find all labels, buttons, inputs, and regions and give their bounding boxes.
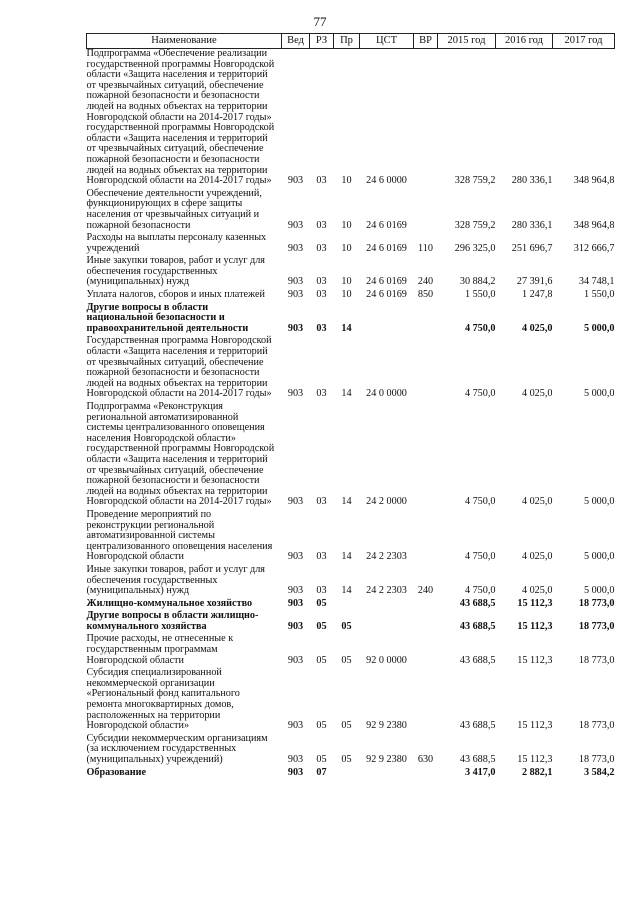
table-row	[87, 336, 615, 402]
cell-cst: 24 2 2303	[366, 585, 407, 597]
cell-ved: 903	[287, 388, 304, 400]
header-2015: 2015 год	[438, 34, 496, 49]
cell-name: Субсидия специализированной некоммерческой организации «Региональный фонд капитального ремонта многоквартирных домов, расположенных на территории Новгородской области»	[86, 667, 240, 732]
cell-name: Обеспечение деятельности учреждений, функционирующих в сфере защиты населения от чрезвычайных ситуаций и пожарной безопасности	[86, 187, 262, 231]
cell-vr: 110	[418, 242, 433, 254]
cell-ved: 903	[287, 754, 304, 765]
cell-2017: 5 000,0	[583, 585, 615, 597]
header-vr: ВР	[414, 34, 438, 49]
cell-2015: 1 550,0	[464, 289, 496, 301]
cell-rz: 03	[316, 388, 327, 400]
header-2017: 2017 год	[553, 34, 615, 49]
header-pr: Пр	[334, 34, 360, 49]
cell-2016: 4 025,0	[521, 322, 553, 334]
page-number: 77	[313, 14, 327, 29]
cell-ved: 903	[287, 585, 304, 597]
cell-ved: 903	[287, 175, 304, 187]
cell-2015: 30 884,2	[459, 276, 496, 288]
table-row	[87, 233, 615, 256]
cell-2015: 4 750,0	[464, 585, 496, 597]
budget-table	[86, 33, 615, 780]
cell-ved: 903	[287, 276, 304, 288]
table-row	[87, 49, 615, 189]
cell-cst	[360, 599, 414, 612]
cell-ved: 903	[287, 219, 304, 231]
cell-name: Иные закупки товаров, работ и услуг для обеспечения государственных (муниципальных) нужд	[86, 563, 265, 597]
cell-2016: 4 025,0	[521, 496, 553, 508]
cell-vr: 240	[417, 585, 434, 597]
cell-2017: 18 773,0	[578, 597, 615, 609]
cell-pr	[334, 768, 360, 781]
header-ved: Вед	[282, 34, 310, 49]
cell-2016: 4 025,0	[521, 551, 553, 563]
cell-name: Другие вопросы в области жилищно-коммунального хозяйства	[86, 610, 259, 632]
table-header	[87, 34, 615, 49]
header-cst: ЦСТ	[360, 34, 414, 49]
cell-vr	[414, 402, 438, 510]
cell-pr: 10	[341, 219, 352, 231]
cell-rz: 03	[316, 551, 327, 563]
cell-2015: 4 750,0	[464, 388, 496, 400]
header-rz: РЗ	[310, 34, 334, 49]
cell-2016: 15 112,3	[517, 597, 553, 609]
cell-vr	[414, 49, 438, 189]
cell-rz: 05	[316, 597, 327, 609]
cell-2017: 18 773,0	[578, 654, 615, 666]
cell-pr: 14	[341, 322, 352, 334]
cell-vr	[414, 599, 438, 612]
cell-2017: 5 000,0	[583, 388, 615, 400]
cell-ved: 903	[287, 496, 304, 508]
cell-ved: 903	[287, 720, 304, 732]
cell-vr	[414, 768, 438, 781]
cell-2015: 4 750,0	[464, 322, 496, 334]
cell-name: Расходы на выплаты персоналу казенных учреждений	[86, 232, 267, 254]
cell-ved: 903	[287, 654, 304, 666]
cell-vr: 630	[417, 754, 434, 765]
cell-pr: 14	[341, 551, 352, 563]
table-row	[87, 668, 615, 734]
cell-vr	[414, 510, 438, 565]
cell-2017: 18 773,0	[578, 620, 615, 632]
cell-name: Иные закупки товаров, работ и услуг для обеспечения государственных (муниципальных) нужд	[86, 255, 265, 288]
cell-2016: 4 025,0	[521, 585, 553, 597]
cell-pr: 14	[341, 496, 352, 508]
cell-name: Подпрограмма «Обеспечение реализации государственной программы Новгородской области «Защита населения и территорий от чрезвычайных ситуаций, обеспечение пожарной безопасности и безопасности людей на водных объектах на территории Новгородской области на 2014-2017 годы» государственной программы Новгородской области «Защита населения и территорий от чрезвычайных ситуаций, обеспечение пожарной безопасности и безопасности людей на водных объектах на территории Новгородской области на 2014-2017 годы»	[86, 48, 275, 187]
cell-ved: 903	[287, 322, 304, 334]
cell-ved: 903	[287, 620, 304, 632]
cell-ved: 903	[287, 289, 304, 301]
cell-rz: 03	[316, 276, 327, 288]
cell-2017: 348 964,8	[573, 175, 615, 187]
cell-rz: 03	[316, 496, 327, 508]
cell-cst: 92 0 0000	[366, 654, 407, 666]
cell-2017: 348 964,8	[573, 219, 615, 231]
cell-2017: 3 584,2	[583, 766, 615, 778]
cell-ved: 903	[287, 597, 304, 609]
cell-2017: 5 000,0	[583, 322, 615, 334]
cell-name: Субсидии некоммерческим организациям (за исключением государственных (муниципальных) учреждений)	[86, 732, 268, 765]
cell-2017: 18 773,0	[578, 720, 615, 732]
cell-pr: 14	[341, 585, 352, 597]
cell-2015: 4 750,0	[464, 496, 496, 508]
cell-vr	[414, 611, 438, 634]
cell-vr: 240	[417, 276, 434, 288]
table-row	[87, 734, 615, 768]
table-row	[87, 303, 615, 337]
cell-2016: 280 336,1	[511, 175, 553, 187]
cell-rz: 05	[316, 654, 327, 666]
cell-2015: 4 750,0	[464, 551, 496, 563]
cell-2016: 15 112,3	[517, 754, 553, 765]
cell-2016: 280 336,1	[511, 219, 553, 231]
cell-pr	[334, 599, 360, 612]
table-row	[87, 565, 615, 599]
cell-cst: 24 6 0169	[366, 276, 407, 288]
cell-cst	[360, 611, 414, 634]
table-row	[87, 611, 615, 634]
cell-ved: 903	[287, 242, 304, 254]
table-row	[87, 768, 615, 781]
cell-2016: 27 391,6	[516, 276, 553, 288]
cell-vr	[414, 634, 438, 668]
cell-2015: 43 688,5	[459, 620, 496, 632]
cell-cst: 92 9 2380	[366, 754, 407, 765]
cell-pr: 05	[341, 720, 352, 732]
cell-name: Жилищно-коммунальное хозяйство	[86, 597, 253, 609]
cell-pr: 10	[341, 289, 352, 301]
cell-vr: 850	[417, 289, 434, 301]
cell-name: Проведение мероприятий по реконструкции региональной автоматизированной системы централизованного оповещения населения Новгородской области	[86, 508, 273, 563]
cell-vr	[414, 336, 438, 402]
cell-2016: 15 112,3	[517, 654, 553, 666]
cell-2016: 251 696,7	[511, 242, 553, 254]
cell-2016: 15 112,3	[517, 620, 553, 632]
cell-cst: 24 6 0169	[366, 242, 407, 254]
cell-name: Прочие расходы, не отнесенные к государственным программам Новгородской области	[86, 633, 234, 666]
cell-rz: 05	[316, 754, 327, 765]
cell-pr: 05	[341, 754, 352, 765]
header-name: Наименование	[87, 34, 282, 49]
cell-rz: 07	[316, 766, 327, 778]
cell-name: Другие вопросы в области национальной безопасности и правоохранительной деятельности	[86, 301, 249, 334]
cell-vr	[414, 668, 438, 734]
cell-rz: 03	[316, 289, 327, 301]
cell-cst: 24 0 0000	[366, 388, 407, 400]
cell-name: Уплата налогов, сборов и иных платежей	[86, 289, 265, 301]
cell-2015: 43 688,5	[459, 654, 496, 666]
cell-cst: 24 2 2303	[366, 551, 407, 563]
cell-2015: 43 688,5	[459, 754, 496, 765]
cell-name: Образование	[86, 766, 147, 778]
cell-2016: 4 025,0	[521, 388, 553, 400]
cell-rz: 03	[316, 219, 327, 231]
cell-2015: 43 688,5	[459, 720, 496, 732]
table-row	[87, 510, 615, 565]
cell-cst: 24 6 0169	[366, 219, 407, 231]
cell-cst	[360, 768, 414, 781]
cell-rz: 05	[316, 720, 327, 732]
table-body	[87, 49, 615, 781]
cell-rz: 05	[316, 620, 327, 632]
cell-pr: 10	[341, 242, 352, 254]
cell-rz: 03	[316, 242, 327, 254]
table-row	[87, 290, 615, 303]
cell-2015: 328 759,2	[454, 175, 496, 187]
table-row	[87, 189, 615, 233]
cell-cst: 24 6 0169	[366, 289, 407, 301]
cell-name: Государственная программа Новгородской области «Защита населения и территорий от чрезвычайных ситуаций, обеспечение пожарной безопасности и безопасности людей на водных объектах на территории Новгородской области на 2014-2017 годы»	[86, 335, 272, 400]
cell-pr: 14	[341, 388, 352, 400]
cell-cst: 92 9 2380	[366, 720, 407, 732]
cell-name: Подпрограмма «Реконструкция региональной автоматизированной системы централизованного оповещения населения Новгородской области» государственной программы Новгородской области «Защита населения и территорий от чрезвычайных ситуаций, обеспечение пожарной безопасности и безопасности людей на водных объектах на территории Новгородской области на 2014-2017 годы»	[86, 401, 275, 508]
table-row	[87, 634, 615, 668]
cell-rz: 03	[316, 585, 327, 597]
cell-rz: 03	[316, 175, 327, 187]
cell-ved: 903	[287, 766, 304, 778]
cell-pr: 10	[341, 276, 352, 288]
cell-cst	[360, 303, 414, 337]
table-row	[87, 256, 615, 290]
cell-pr: 05	[341, 620, 352, 632]
cell-2017: 312 666,7	[573, 242, 615, 254]
cell-2016: 1 247,8	[521, 289, 553, 301]
cell-2017: 5 000,0	[583, 551, 615, 563]
cell-2017: 34 748,1	[578, 276, 615, 288]
table-row	[87, 402, 615, 510]
cell-2017: 1 550,0	[583, 289, 615, 301]
cell-pr: 05	[341, 654, 352, 666]
cell-rz: 03	[316, 322, 327, 334]
cell-vr	[414, 189, 438, 233]
cell-2016: 2 882,1	[521, 766, 553, 778]
header-2016: 2016 год	[496, 34, 553, 49]
cell-pr: 10	[341, 175, 352, 187]
cell-ved: 903	[287, 551, 304, 563]
cell-2016: 15 112,3	[517, 720, 553, 732]
cell-cst: 24 2 0000	[366, 496, 407, 508]
cell-vr	[414, 303, 438, 337]
cell-cst: 24 6 0000	[366, 175, 407, 187]
cell-2015: 296 325,0	[454, 242, 496, 254]
cell-2017: 5 000,0	[583, 496, 615, 508]
cell-2015: 43 688,5	[459, 597, 496, 609]
cell-2015: 328 759,2	[454, 219, 496, 231]
cell-2017: 18 773,0	[578, 754, 615, 765]
cell-2015: 3 417,0	[464, 766, 496, 778]
